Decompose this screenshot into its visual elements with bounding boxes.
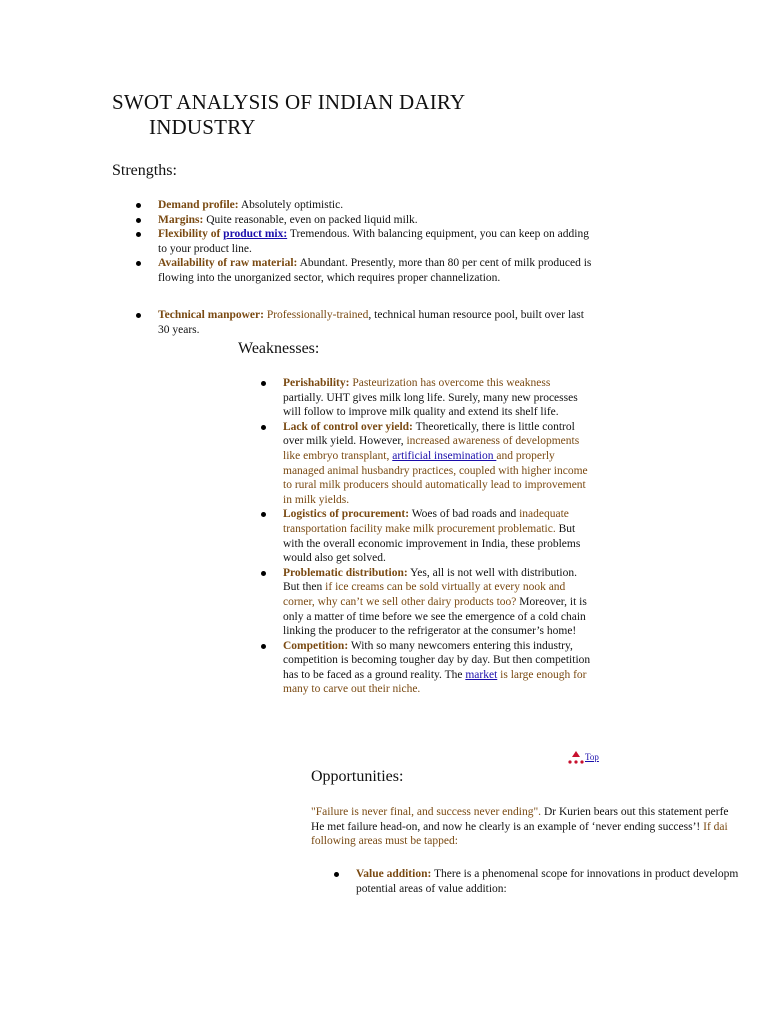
back-to-top-link[interactable] bbox=[567, 751, 599, 765]
strengths-heading: Strengths: bbox=[112, 162, 177, 179]
item-text-2: But with the overall economic improvement in India, these problems would also get solved. bbox=[283, 522, 581, 565]
page-title bbox=[112, 90, 465, 140]
title-line-1: SWOT ANALYSIS OF INDIAN DAIRY bbox=[112, 90, 466, 114]
opportunities-para-line-3 bbox=[311, 834, 458, 849]
weaknesses-heading: Weaknesses: bbox=[238, 340, 320, 357]
para-text: Dr Kurien bears out this statement perfe bbox=[541, 806, 729, 818]
item-label: Competition: bbox=[283, 639, 349, 652]
item-label: Lack of control over yield: bbox=[283, 420, 413, 433]
item-label: Flexibility of bbox=[158, 228, 221, 241]
item-text: There is a phenomenal scope for innovations in product developm bbox=[431, 868, 739, 880]
item-highlight: Professionally-trained bbox=[263, 309, 369, 321]
item-text: partially. UHT gives milk long life. Surely, many new processes will follow to improve milk quality and extend its shelf life. bbox=[283, 391, 578, 419]
item-highlight: Pasteurization has overcome this weakness bbox=[349, 377, 551, 389]
item-label: Value addition: bbox=[356, 868, 432, 880]
list-item bbox=[261, 420, 591, 508]
list-item bbox=[261, 639, 591, 697]
item-label: Availability of raw material: bbox=[158, 257, 298, 270]
item-highlight: if ice creams can be sold virtually at every nook and corner, why can’t we sell other dairy products too? bbox=[283, 581, 566, 608]
list-item bbox=[136, 227, 596, 256]
item-label: Problematic distribution: bbox=[283, 566, 408, 579]
item-highlight: inadequate transportation facility make milk procurement problematic. bbox=[283, 508, 569, 535]
item-text: Abundant. Presently, more than 80 per cent of milk produced is flowing into the unorganized sector, which requires proper channelization. bbox=[158, 257, 592, 284]
opportunities-heading: Opportunities: bbox=[311, 768, 404, 785]
item-text: Tremendous. With balancing equipment, you can keep on adding to your product line. bbox=[158, 228, 589, 255]
item-label: Perishability: bbox=[283, 377, 350, 389]
list-item bbox=[261, 566, 591, 639]
para-highlight: following areas must be tapped: bbox=[311, 835, 458, 847]
item-label: Technical manpower: bbox=[158, 309, 264, 321]
item-text: , technical human resource pool, built over last 30 years. bbox=[158, 309, 584, 336]
opportunities-para-line-2 bbox=[311, 820, 728, 835]
top-link-label: Top bbox=[585, 752, 599, 763]
para-highlight: If dai bbox=[703, 821, 728, 833]
opportunities-para-line-1 bbox=[311, 805, 729, 820]
weaknesses-list bbox=[261, 376, 591, 697]
list-item bbox=[136, 308, 596, 337]
item-label: Demand profile: bbox=[158, 199, 239, 211]
list-item bbox=[334, 867, 768, 896]
item-text: Absolutely optimistic. bbox=[238, 199, 344, 211]
para-text: He met failure head-on, and now he clearly is an example of ‘never ending success’! bbox=[311, 821, 704, 833]
item-text: Quite reasonable, even on packed liquid milk. bbox=[203, 213, 418, 226]
list-item bbox=[261, 507, 591, 565]
list-item bbox=[261, 376, 591, 420]
item-highlight-2: and properly managed animal husbandry practices, coupled with higher income to rural milk producers should automatically lead to improvement in milk yields. bbox=[283, 449, 588, 506]
item-label: Logistics of procurement: bbox=[283, 508, 410, 521]
title-line-2: INDUSTRY bbox=[149, 115, 256, 139]
artificial-insemination-link[interactable]: artificial insemination bbox=[392, 449, 497, 462]
quote-text: "Failure is never final, and success never ending". bbox=[311, 806, 542, 818]
product-mix-link[interactable]: product mix: bbox=[223, 228, 288, 241]
item-highlight: increased awareness of developments like embryo transplant, bbox=[283, 435, 580, 462]
strengths-list bbox=[136, 198, 596, 286]
item-text: Theoretically, there is little control over milk yield. However, bbox=[283, 420, 575, 448]
item-label: Margins: bbox=[158, 213, 204, 226]
item-text-2: potential areas of value addition: bbox=[356, 882, 507, 895]
opportunities-list bbox=[334, 867, 768, 896]
list-item bbox=[136, 256, 596, 285]
top-arrow-icon bbox=[567, 751, 585, 765]
item-highlight: is large enough for many to carve out their niche. bbox=[283, 668, 587, 696]
list-item bbox=[136, 213, 596, 228]
item-text: With so many newcomers entering this industry, competition is becoming tougher day by day. But then competition has to be faced as a ground reality. The bbox=[283, 639, 591, 681]
item-text: Yes, all is not well with distribution. But then bbox=[283, 566, 578, 594]
market-link[interactable]: market bbox=[465, 668, 498, 681]
strengths-list-continued bbox=[136, 308, 596, 337]
list-item bbox=[136, 198, 596, 213]
item-text: Woes of bad roads and bbox=[409, 508, 520, 521]
item-text-2: Moreover, it is only a matter of time before we see the emergence of a cold chain linking the producer to the refrigerator at the consumer’s home! bbox=[283, 595, 587, 638]
